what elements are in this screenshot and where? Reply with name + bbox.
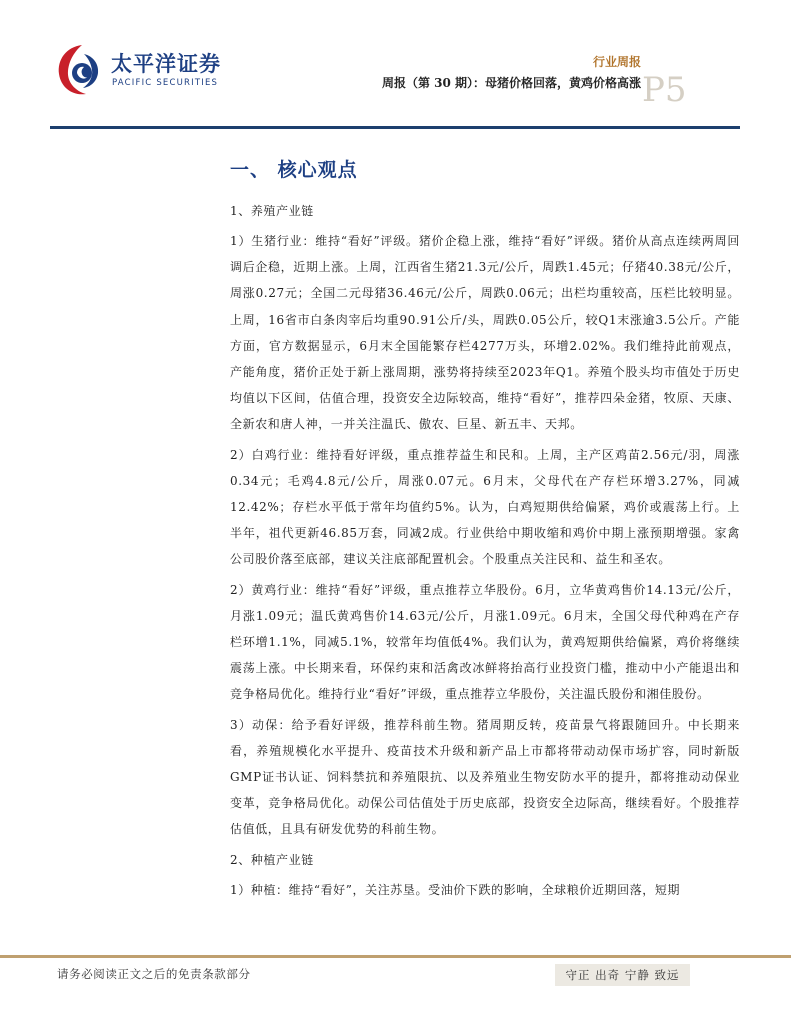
page-number: P5 (642, 70, 687, 110)
report-title: 周报（第 30 期）：母猪价格回落，黄鸡价格高涨 (381, 76, 641, 90)
subsection-heading-planting: 2、种植产业链 (230, 852, 314, 867)
logo-chinese-name: 太平洋证券 (111, 52, 221, 76)
footer-disclaimer: 请务必阅读正文之后的免责条款部分 (57, 967, 251, 981)
paragraph-hog-industry: 1）生猪行业：维持“看好”评级。猪价企稳上涨，维持“看好”评级。猪价从高点连续两周回调后企稳，近期上涨。上周，江西省生猪21.3元/公斤，周跌1.45元；仔猪40.38元/公斤，周涨0.27元；全国二元母猪36.46元/公斤，周跌0.06元；出栏均重较高，压栏比较明显。上周，16省市白条肉宰后均重90.91公斤/头，周跌0.05公斤，较Q1末涨逾3.5公斤。产能方面，官方数据显示，6月末全国能繁存栏4277万头，环增2.02%。我们维持此前观点，产能角度，猪价正处于新上涨周期，涨势将持续至2023年Q1。养殖个股头均市值处于历史均值以下区间，估值合理，投资安全边际较高，维持“看好”，推荐四朵金猪，牧原、天康、全新农和唐人神，一并关注温氏、傲农、巨星、新五丰、天邦。 (230, 234, 740, 432)
paragraph-yellow-chicken: 2）黄鸡行业：维持“看好”评级，重点推荐立华股份。6月，立华黄鸡售价14.13元/公斤，月涨1.09元；温氏黄鸡售价14.63元/公斤，月涨1.09元。6月末，全国父母代种鸡在产存栏环增1.1%，同减5.1%，较常年均值低4%。我们认为，黄鸡短期供给偏紧，鸡价将继续震荡上涨。中长期来看，环保约束和活禽改冰鲜将抬高行业投资门槛，推动中小产能退出和竞争格局优化。维持行业“看好”评级，重点推荐立华股份，关注温氏股份和湘佳股份。 (230, 582, 740, 702)
paragraph-white-chicken: 2）白鸡行业：维持看好评级，重点推荐益生和民和。上周，主产区鸡苗2.56元/羽，周涨0.34元；毛鸡4.8元/公斤，周涨0.07元。6月末，父母代在产存栏环增3.27%，同减12.42%；存栏水平低于常年均值约5%。认为，白鸡短期供给偏紧，鸡价或震荡上行。上半年，祖代更新46.85万套，同减2成。行业供给中期收缩和鸡价中期上涨预期增强。家禽公司股价落至底部，建议关注底部配置机会。个股重点关注民和、益生和圣农。 (230, 447, 740, 567)
footer-slogan: 守正 出奇 宁静 致远 (555, 964, 690, 986)
footer-divider (0, 955, 791, 958)
header-divider (50, 126, 740, 129)
subsection-heading-breeding: 1、养殖产业链 (230, 204, 314, 218)
logo-english-name: PACIFIC SECURITIES (112, 78, 219, 88)
company-logo (55, 42, 225, 98)
paragraph-planting: 1）种植：维持“看好”，关注苏垦。受油价下跌的影响，全球粮价近期回落，短期 (230, 882, 681, 897)
pacific-securities-logo-icon (55, 42, 107, 98)
paragraph-animal-health: 3）动保：给予看好评级，推荐科前生物。猪周期反转，疫苗景气将跟随回升。中长期来看，养殖规模化水平提升、疫苗技术升级和新产品上市都将带动动保市场扩容，同时新版GMP证书认证、饲料禁抗和养殖限抗、以及养殖业生物安防水平的提升，都将推动动保业变革，竞争格局优化。动保公司估值处于历史底部，投资安全边际高，继续看好。个股推荐估值低，且具有研发优势的科前生物。 (230, 717, 740, 837)
section-title: 一、 核心观点 (230, 159, 358, 181)
report-type: 行业周报 (592, 55, 641, 69)
page-header (0, 0, 791, 135)
main-content (230, 150, 740, 907)
